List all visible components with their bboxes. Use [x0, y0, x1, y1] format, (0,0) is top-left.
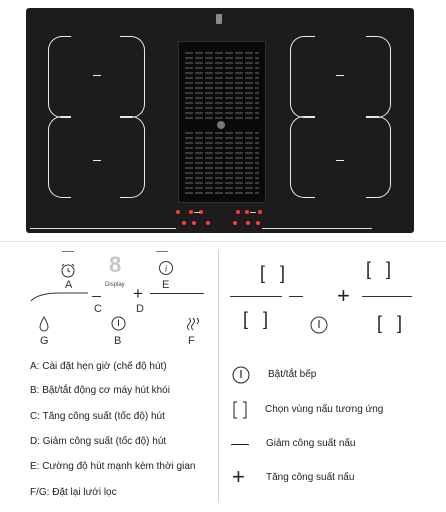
- cooking-zone-right-top-edge: [366, 36, 391, 118]
- power-icon: [232, 366, 250, 384]
- power-icon[interactable]: [310, 316, 328, 334]
- cooktop-legend-item: Giảm công suất nấu: [266, 438, 356, 449]
- plus-icon[interactable]: +: [133, 284, 143, 303]
- zone-bracket-icon: [232, 401, 248, 419]
- label-d: D: [136, 303, 144, 315]
- cooking-zone-left-top-edge: [120, 36, 145, 118]
- cooktop-base-line: [30, 228, 176, 229]
- section-divider: [0, 241, 446, 242]
- zone-marker: [93, 75, 101, 76]
- slider-curve-left[interactable]: [30, 290, 90, 302]
- svg-text:i: i: [164, 263, 168, 274]
- label-b: B: [114, 335, 122, 347]
- control-led[interactable]: [176, 210, 180, 214]
- zone-select-top-right[interactable]: [ ]: [366, 259, 397, 279]
- cooktop-legend-item: Chọn vùng nấu tương ứng: [265, 404, 384, 415]
- column-divider: [218, 250, 219, 502]
- zone-select-bottom-left[interactable]: [ ]: [243, 309, 274, 329]
- label-f: F: [188, 335, 195, 347]
- hood-legend-item: B: Bật/tắt động cơ máy hút khói: [30, 385, 170, 396]
- label-g: G: [40, 335, 49, 347]
- control-led[interactable]: [256, 221, 260, 225]
- cooktop-legend-item: Tăng công suất nấu: [266, 472, 355, 483]
- grease-filter-icon[interactable]: [38, 316, 50, 332]
- cooking-zone-right-bottom-edge: [366, 116, 391, 198]
- power-icon[interactable]: [111, 316, 126, 331]
- cooktop-photo: [26, 8, 414, 233]
- control-led[interactable]: [189, 210, 193, 214]
- control-led[interactable]: [206, 221, 210, 225]
- indicator-bar: [156, 251, 168, 252]
- digit-display: 8: [109, 252, 122, 277]
- plus-icon[interactable]: +: [337, 283, 350, 308]
- control-led[interactable]: [182, 221, 186, 225]
- hood-legend-item: D: Giảm công suất (tốc độ) hút: [30, 436, 167, 447]
- label-a: A: [65, 279, 73, 291]
- cooking-zone-left-bottom-edge: [120, 116, 145, 198]
- control-led[interactable]: [236, 210, 240, 214]
- zone-marker: [336, 75, 344, 76]
- minus-icon: [231, 444, 249, 445]
- control-symbol: [250, 212, 256, 213]
- hood-legend-item: C: Tăng công suất (tốc độ) hút: [30, 411, 165, 422]
- zone-select-bottom-right[interactable]: [ ]: [377, 313, 408, 333]
- vent-knob: [217, 121, 225, 129]
- control-symbol: [194, 212, 200, 213]
- control-led[interactable]: [192, 221, 196, 225]
- control-led[interactable]: [233, 221, 237, 225]
- timer-icon[interactable]: [60, 262, 76, 278]
- cooktop-base-line: [262, 228, 372, 229]
- minus-icon[interactable]: [289, 296, 303, 297]
- indicator-bar: [62, 251, 74, 252]
- odour-filter-icon[interactable]: [186, 316, 200, 332]
- intensive-icon[interactable]: [158, 260, 174, 276]
- label-e: E: [162, 279, 170, 291]
- control-led[interactable]: [246, 221, 250, 225]
- hood-legend-item: E: Cường độ hút mạnh kèm thời gian: [30, 461, 196, 472]
- hood-legend-item: F/G: Đặt lại lưới lọc: [30, 487, 117, 498]
- hood-legend-item: A: Cài đặt hẹn giờ (chế độ hút): [30, 361, 167, 372]
- cooking-zone-left-bottom: [48, 116, 71, 198]
- downdraft-vent-grille: [178, 41, 266, 203]
- cooking-zone-right-bottom: [290, 116, 315, 198]
- control-led[interactable]: [245, 210, 249, 214]
- plus-icon: +: [232, 464, 245, 489]
- control-led[interactable]: [258, 210, 262, 214]
- zone-select-top-left[interactable]: [ ]: [260, 263, 291, 283]
- cooktop-legend-item: Bật/tắt bếp: [268, 369, 317, 380]
- minus-icon[interactable]: [92, 296, 101, 297]
- zone-marker: [93, 160, 101, 161]
- label-c: C: [94, 303, 102, 315]
- slider-line-right[interactable]: [150, 293, 204, 294]
- display-label: Display: [105, 282, 125, 288]
- zone-divider-right: [362, 296, 412, 297]
- zone-divider-left: [230, 296, 282, 297]
- cooking-zone-left-top: [48, 36, 71, 118]
- zone-marker: [336, 160, 344, 161]
- vent-handle: [216, 14, 222, 24]
- cooking-zone-right-top: [290, 36, 315, 118]
